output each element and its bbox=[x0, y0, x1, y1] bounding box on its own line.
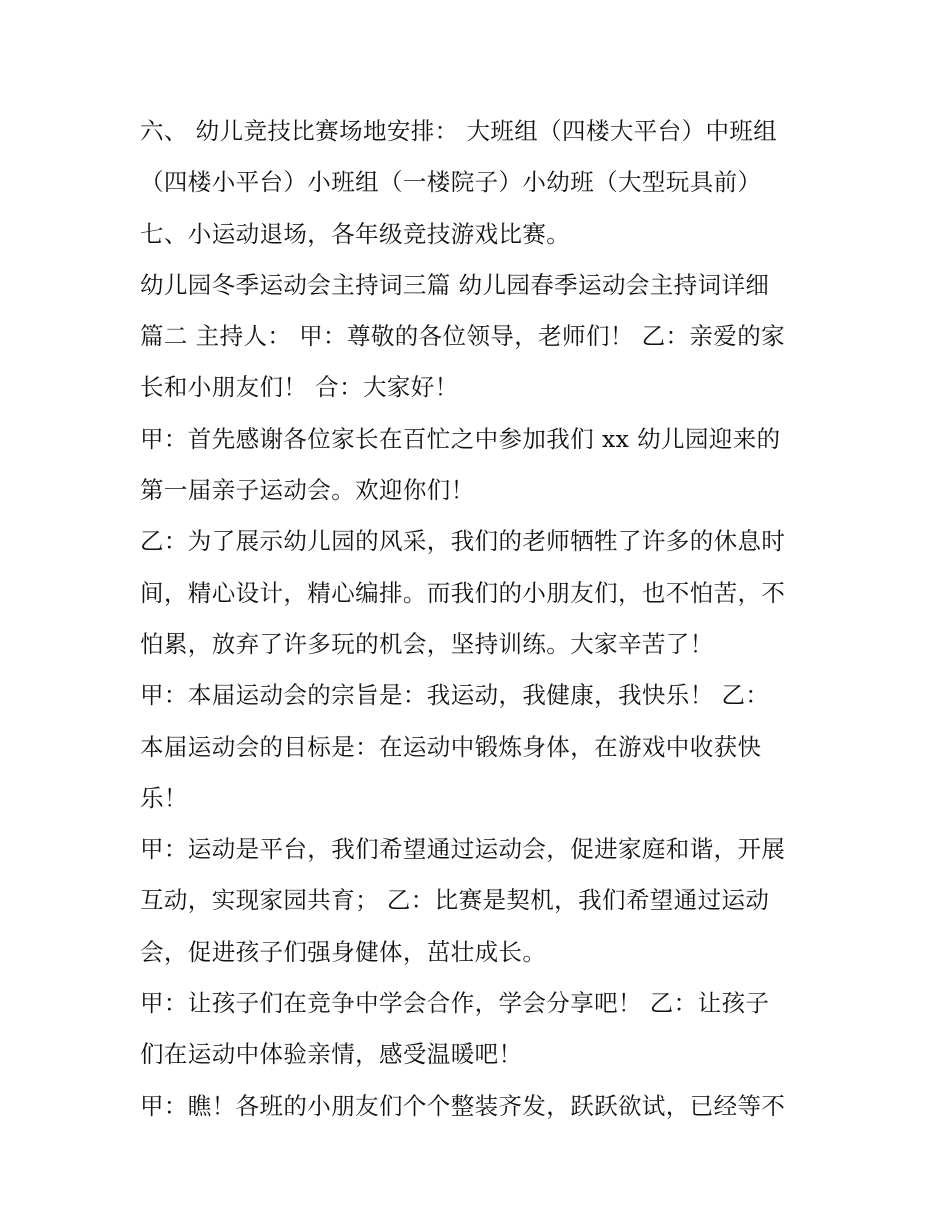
text-line: 乐！ bbox=[140, 783, 188, 812]
text-line: 们在运动中体验亲情，感受温暖吧！ bbox=[140, 1040, 523, 1069]
text-line: 甲：让孩子们在竞争中学会合作，学会分享吧！ 乙：让孩子 bbox=[140, 989, 770, 1018]
text-line: 间，精心设计，精心编排。而我们的小朋友们，也不怕苦，不 bbox=[140, 578, 786, 607]
text-line: 甲：瞧！各班的小朋友们个个整装齐发，跃跃欲试，已经等不 bbox=[140, 1091, 786, 1120]
text-line: 乙：为了展示幼儿园的风采，我们的老师牺牲了许多的休息时 bbox=[140, 527, 786, 556]
document-body bbox=[140, 106, 830, 1132]
text-line: 长和小朋友们！ 合：大家好！ bbox=[140, 373, 459, 402]
text-line: 会，促进孩子们强身健体，茁壮成长。 bbox=[140, 937, 547, 966]
text-line: 怕累，放弃了许多玩的机会，坚持训练。大家辛苦了！ bbox=[140, 629, 714, 658]
text-line: 甲：首先感谢各位家长在百忙之中参加我们 xx 幼儿园迎来的 bbox=[140, 424, 781, 453]
text-line: 本届运动会的目标是：在运动中锻炼身体，在游戏中收获快 bbox=[140, 732, 762, 761]
text-line: 七、小运动退场，各年级竞技游戏比赛。 bbox=[140, 219, 571, 248]
text-line: 幼儿园冬季运动会主持词三篇 幼儿园春季运动会主持词详细 bbox=[140, 270, 770, 299]
text-line: 篇二 主持人： 甲：尊敬的各位领导，老师们！ 乙：亲爱的家 bbox=[140, 322, 786, 351]
text-line: 第一届亲子运动会。欢迎你们！ bbox=[140, 476, 475, 505]
text-line: （四楼小平台）小班组（一楼院子）小幼班（大型玩具前） bbox=[140, 168, 762, 197]
text-line: 互动，实现家园共育； 乙：比赛是契机，我们希望通过运动 bbox=[140, 886, 770, 915]
text-line: 六、 幼儿竞技比赛场地安排： 大班组（四楼大平台）中班组 bbox=[140, 117, 778, 145]
text-line: 甲：本届运动会的宗旨是：我运动，我健康，我快乐！ 乙： bbox=[140, 681, 770, 710]
text-line: 甲：运动是平台，我们希望通过运动会，促进家庭和谐，开展 bbox=[140, 835, 786, 864]
